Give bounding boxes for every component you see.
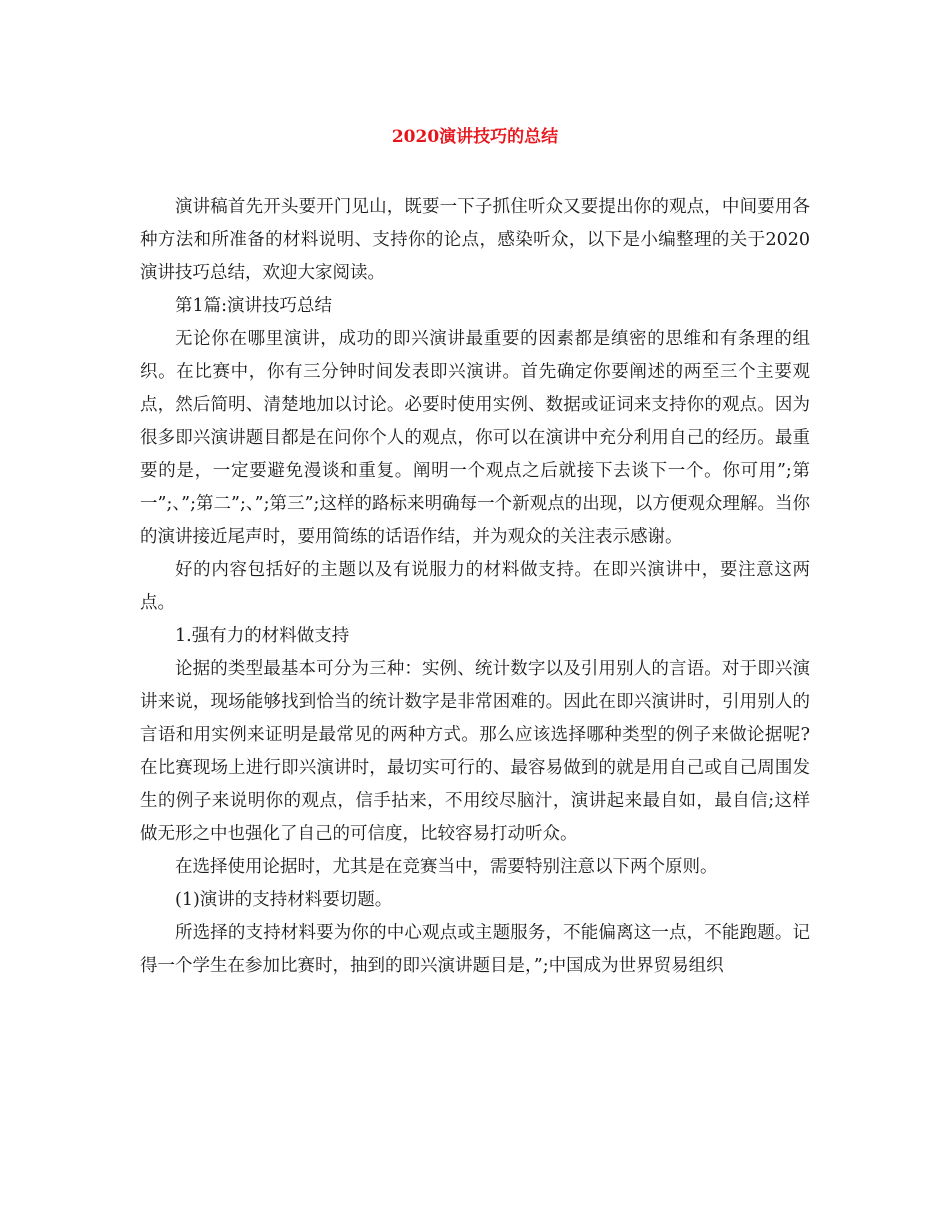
subheading-relevance: (1)演讲的支持材料要切题。 <box>175 890 393 910</box>
paragraph-relevance: 所选择的支持材料要为你的中心观点或主题服务，不能偏离这一点，不能跑题。记得一个学生在参加比赛时，抽到的即兴演讲题目是，”;中国成为世界贸易组织 <box>140 923 810 976</box>
document-title: 2020演讲技巧的总结 <box>391 127 559 147</box>
document-body <box>140 191 810 983</box>
section-heading: 第1篇:演讲技巧总结 <box>175 296 333 316</box>
paragraph-intro: 演讲稿首先开头要开门见山，既要一下子抓住听众又要提出你的观点，中间要用各种方法和所准备的材料说明、支持你的论点，感染听众，以下是小编整理的关于2020演讲技巧总结，欢迎大家阅读。 <box>140 197 810 283</box>
paragraph-organization: 无论你在哪里演讲，成功的即兴演讲最重要的因素都是缜密的思维和有条理的组织。在比赛中，你有三分钟时间发表即兴演讲。首先确定你要阐述的两至三个主要观点，然后简明、清楚地加以讨论。必要时使用实例、数据或证词来支持你的观点。因为很多即兴演讲题目都是在问你个人的观点，你可以在演讲中充分利用自己的经历。最重要的是，一定要避免漫谈和重复。阐明一个观点之后就接下去谈下一个。你可用”;第一”;、”;第二”;、”;第三”;这样的路标来明确每一个新观点的出现，以方便观众理解。当你的演讲接近尾声时，要用简练的话语作结，并为观众的关注表示感谢。 <box>140 329 810 547</box>
paragraph-principles: 在选择使用论据时，尤其是在竞赛当中，需要特别注意以下两个原则。 <box>175 857 718 877</box>
paragraph-evidence: 论据的类型最基本可分为三种：实例、统计数字以及引用别人的言语。对于即兴演讲来说，现场能够找到恰当的统计数字是非常困难的。因此在即兴演讲时，引用别人的言语和用实例来证明是最常见的两种方式。那么应该选择哪种类型的例子来做论据呢?在比赛现场上进行即兴演讲时，最切实可行的、最容易做到的就是用自己或自己周围发生的例子来说明你的观点，信手拈来，不用绞尽脑汁，演讲起来最自如，最自信;这样做无形之中也强化了自己的可信度，比较容易打动听众。 <box>140 659 810 844</box>
subheading-materials: 1.强有力的材料做支持 <box>175 626 350 646</box>
paragraph-content: 好的内容包括好的主题以及有说服力的材料做支持。在即兴演讲中，要注意这两点。 <box>140 560 810 613</box>
